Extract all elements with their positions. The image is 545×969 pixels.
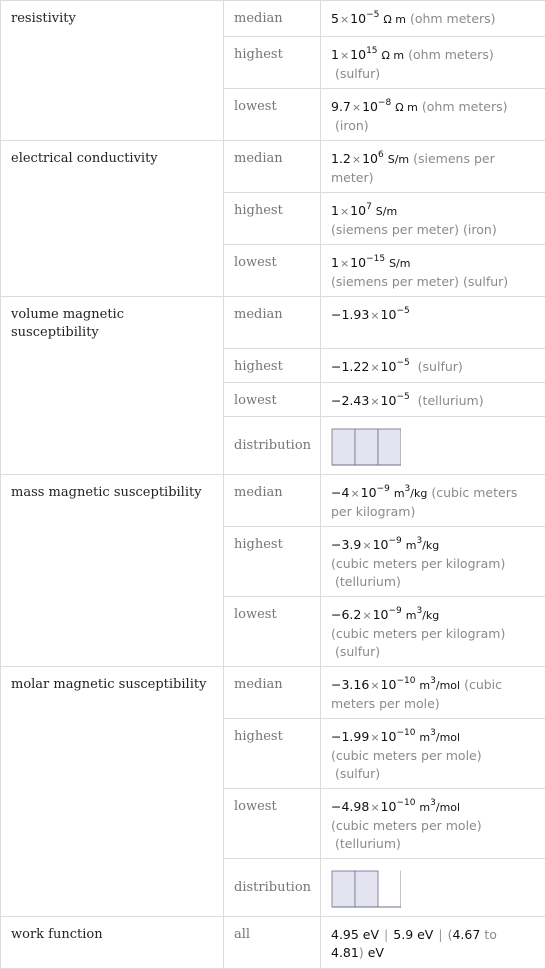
- row-label: highest: [224, 349, 321, 383]
- row-label: highest: [224, 37, 321, 89]
- value-cell: 4.95 eV | 5.9 eV | (4.67 to 4.81) eV: [321, 917, 545, 969]
- row-label: distribution: [224, 859, 321, 917]
- row-label: all: [224, 917, 321, 969]
- value-cell: $-1.93\times 10^{-5}$: [321, 297, 545, 349]
- row-label: lowest: [224, 597, 321, 667]
- distribution-cell: [321, 859, 545, 917]
- row-label: highest: [224, 193, 321, 245]
- row-label: lowest: [224, 89, 321, 141]
- histogram-bar: [355, 871, 378, 907]
- distribution-histogram: [331, 870, 401, 910]
- value-cell: $-1.99\times 10^{-10}$ $m^3$/mol (cubic meters per mole) (sulfur): [321, 719, 545, 789]
- value-cell: $-3.9\times 10^{-9}$ $m^3/kg$ (cubic meters per kilogram) (tellurium): [321, 527, 545, 597]
- value-cell: $-4.98\times 10^{-10}$ $m^3$/mol (cubic meters per mole) (tellurium): [321, 789, 545, 859]
- property-name: electrical conductivity: [1, 141, 224, 297]
- row-label: lowest: [224, 245, 321, 297]
- value-cell: $5\times 10^{-5}$ Ω m (ohm meters): [321, 1, 545, 37]
- distribution-cell: [321, 417, 545, 475]
- value-cell: $-4\times 10^{-9}$ $m^3/kg$ (cubic meters per kilogram): [321, 475, 545, 527]
- histogram-bar: [332, 429, 355, 465]
- value-cell: $1.2\times 10^6$ S/m (siemens per meter): [321, 141, 545, 193]
- row-label: highest: [224, 527, 321, 597]
- row-label: median: [224, 475, 321, 527]
- property-name: work function: [1, 917, 224, 969]
- value-cell: $1\times 10^{15}$ Ω m (ohm meters) (sulfur): [321, 37, 545, 89]
- row-label: median: [224, 667, 321, 719]
- value-cell: $1\times 10^7$ S/m (siemens per meter) (iron): [321, 193, 545, 245]
- table-row: [1, 667, 545, 719]
- row-label: lowest: [224, 789, 321, 859]
- distribution-histogram: [331, 428, 401, 468]
- property-name: mass magnetic susceptibility: [1, 475, 224, 667]
- property-name: molar magnetic susceptibility: [1, 667, 224, 917]
- row-label: lowest: [224, 383, 321, 417]
- row-label: highest: [224, 719, 321, 789]
- histogram-bar: [378, 429, 401, 465]
- value-cell: $-2.43\times 10^{-5}$ (tellurium): [321, 383, 545, 417]
- row-label: median: [224, 297, 321, 349]
- table-row: [1, 297, 545, 349]
- property-name: volume magnetic susceptibility: [1, 297, 224, 475]
- value-cell: $-6.2\times 10^{-9}$ $m^3/kg$ (cubic meters per kilogram) (sulfur): [321, 597, 545, 667]
- value-cell: $1\times 10^{-15}$ S/m (siemens per meter) (sulfur): [321, 245, 545, 297]
- value-cell: $-3.16\times 10^{-10}$ $m^3$/mol (cubic meters per mole): [321, 667, 545, 719]
- row-label: median: [224, 1, 321, 37]
- table-row: [1, 141, 545, 193]
- row-label: median: [224, 141, 321, 193]
- value-cell: $9.7\times 10^{-8}$ Ω m (ohm meters) (iron): [321, 89, 545, 141]
- row-label: distribution: [224, 417, 321, 475]
- histogram-bar: [332, 871, 355, 907]
- table-row: [1, 917, 545, 969]
- table-row: [1, 1, 545, 37]
- table-row: [1, 475, 545, 527]
- histogram-bar: [355, 429, 378, 465]
- value-cell: $-1.22\times 10^{-5}$ (sulfur): [321, 349, 545, 383]
- property-name: resistivity: [1, 1, 224, 141]
